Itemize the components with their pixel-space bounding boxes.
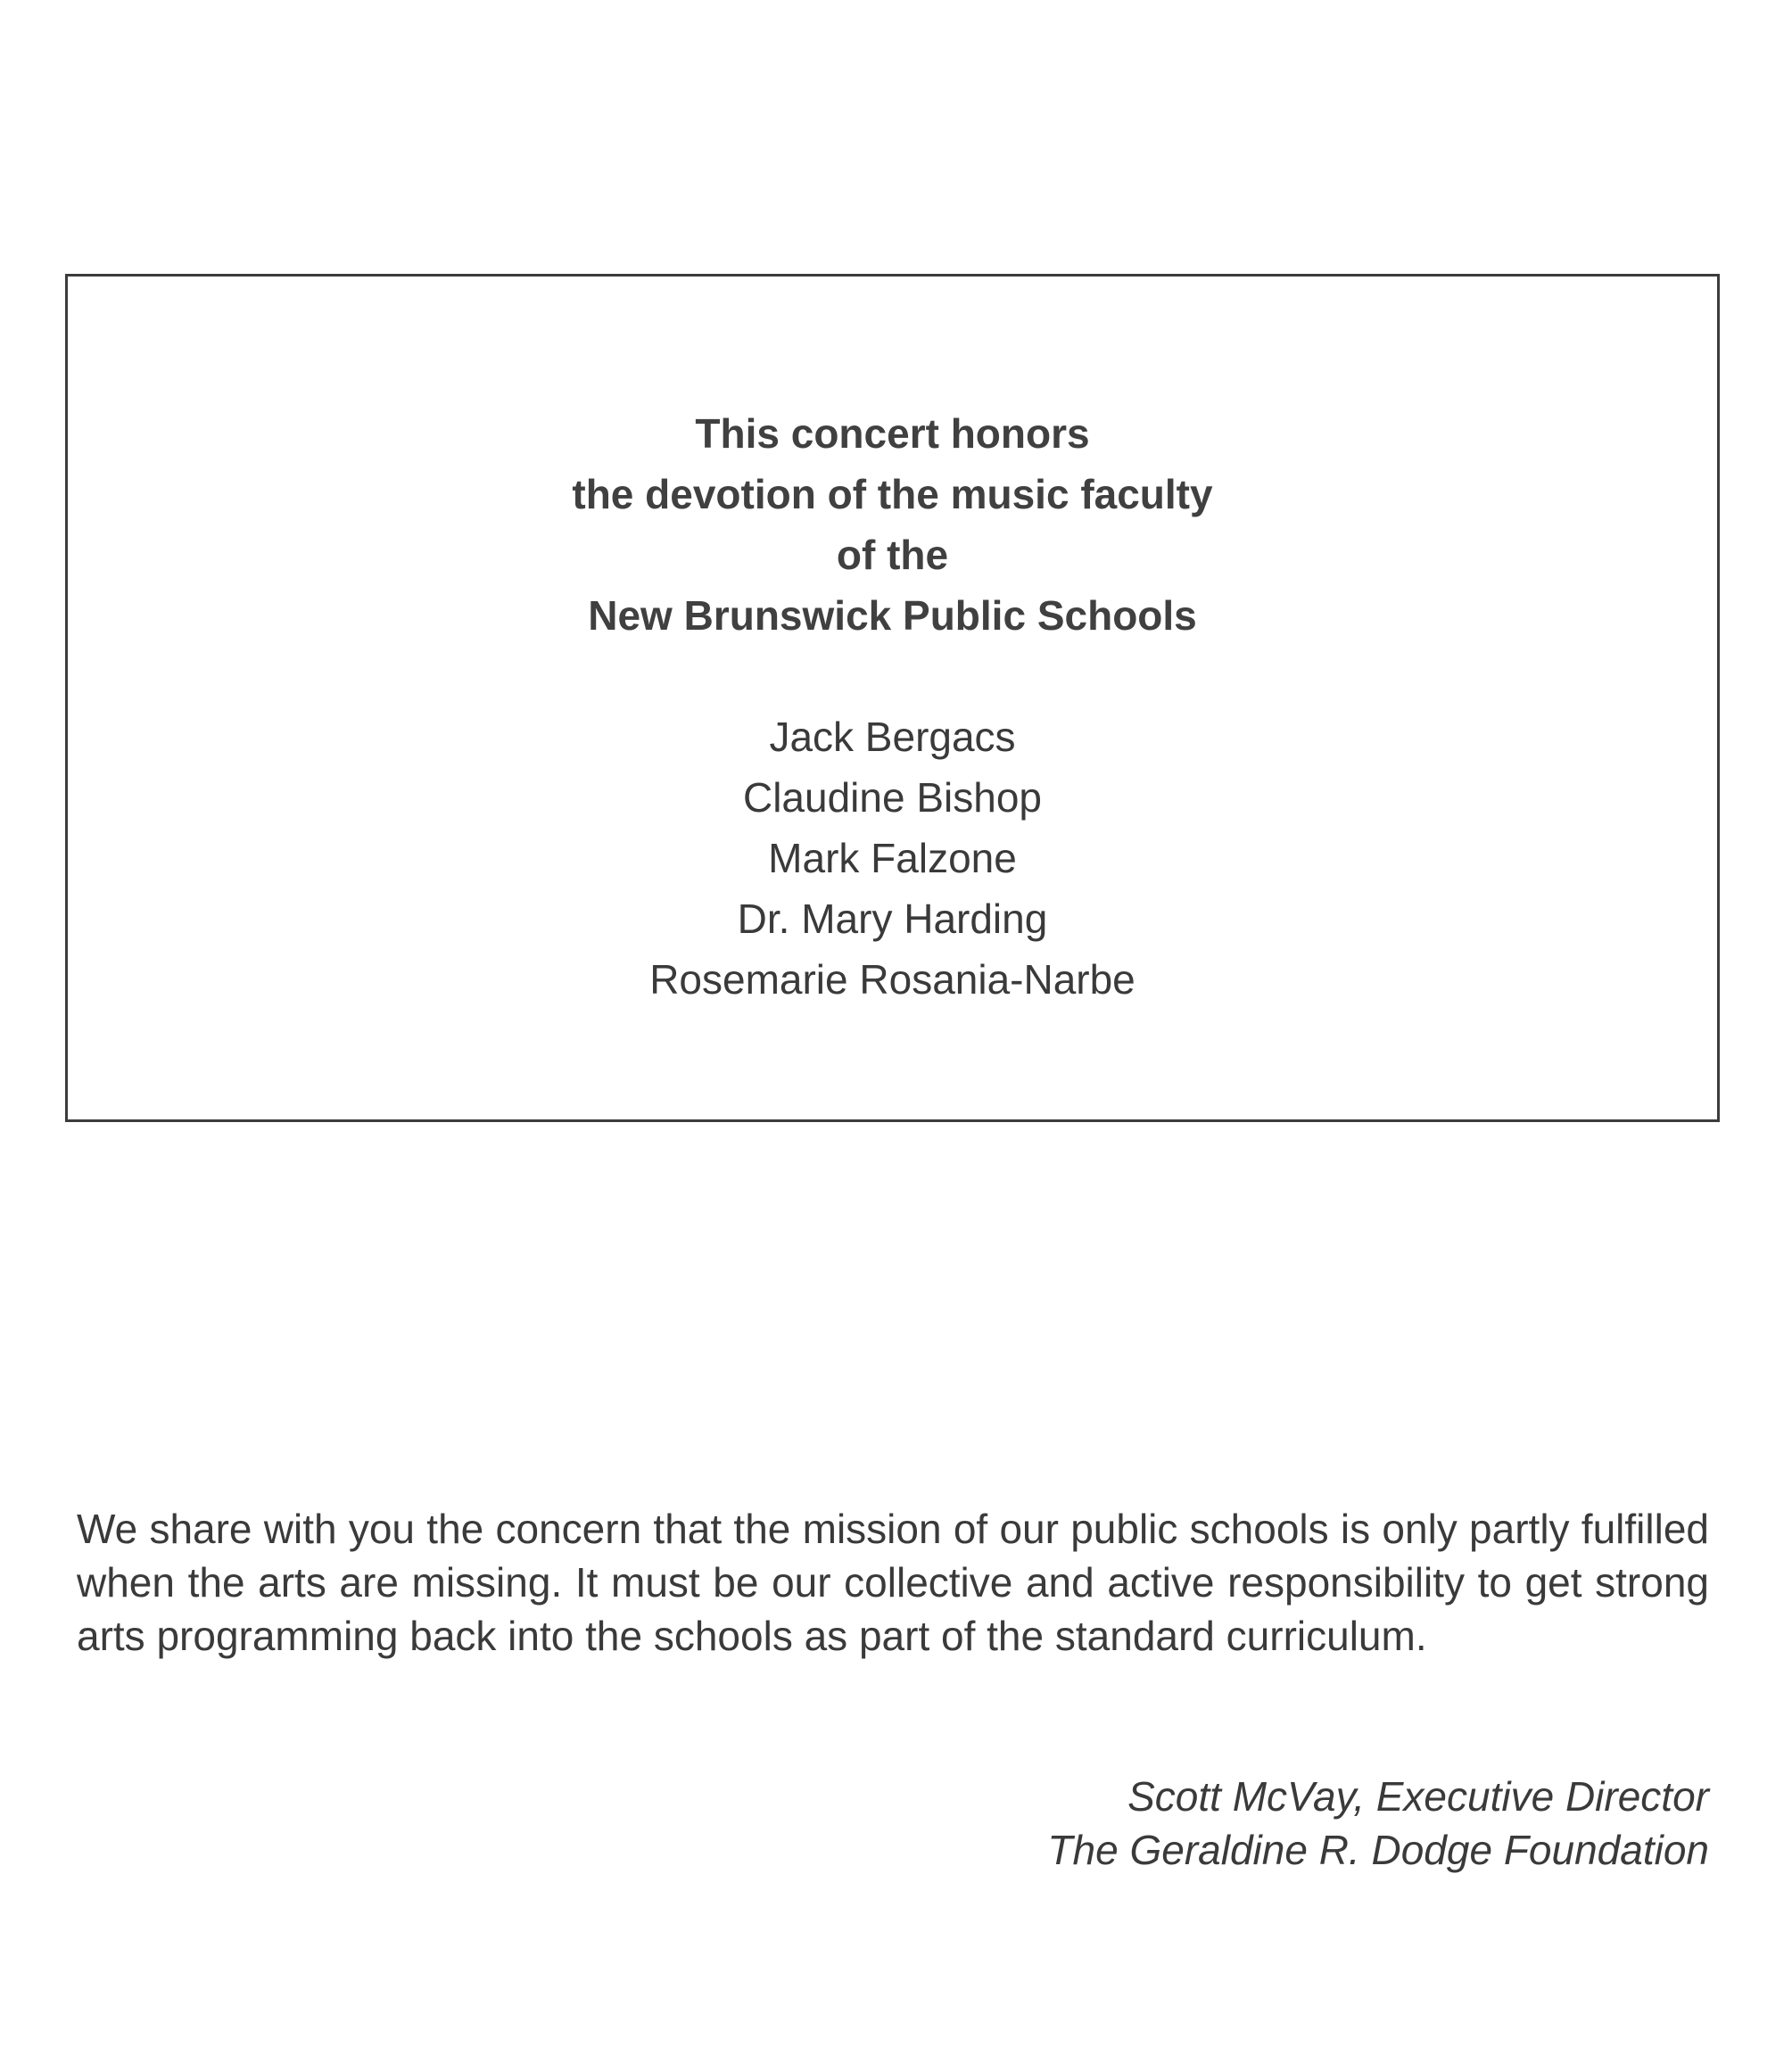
faculty-name: Jack Bergacs (769, 714, 1016, 760)
faculty-name: Claudine Bishop (742, 774, 1042, 821)
honor-heading-line: New Brunswick Public Schools (588, 592, 1197, 639)
signature-name-title: Scott McVay, Executive Director (1127, 1773, 1709, 1820)
faculty-name: Mark Falzone (768, 835, 1017, 881)
faculty-name: Rosemarie Rosania-Narbe (649, 956, 1135, 1003)
honor-heading (68, 403, 1717, 646)
signature-block (1047, 1770, 1709, 1877)
signature-organization: The Geraldine R. Dodge Foundation (1047, 1827, 1709, 1873)
faculty-list (68, 706, 1717, 1010)
statement-paragraph: We share with you the concern that the mission of our public schools is only partly fulfilled when the arts are missing. It must be our collective and active responsibility to get strong arts programming back into the schools as part of the standard curriculum. (77, 1506, 1709, 1659)
faculty-name: Dr. Mary Harding (737, 896, 1048, 942)
honor-heading-line: This concert honors (695, 410, 1090, 457)
honor-heading-line: the devotion of the music faculty (572, 471, 1213, 517)
honor-heading-line: of the (836, 532, 949, 578)
honor-box (65, 274, 1720, 1122)
